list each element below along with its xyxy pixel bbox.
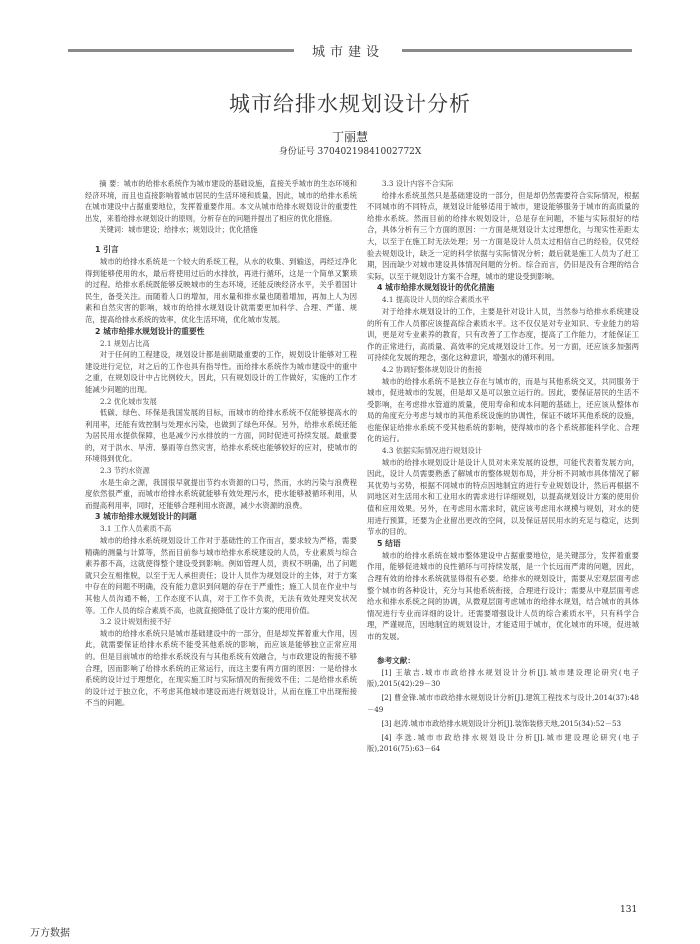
section-heading: 1 引言 <box>95 244 119 254</box>
reference-item: [3] 赵涛.城市市政给排水规划设计分析[J].装饰装修天地,2015(34):52－53 <box>381 718 622 728</box>
paragraph: 城市的给排水系统是一个较大的系统工程，从水的收集、到输送，再经过净化得到能够使用的水，最后将使用过后的水排放，再进行循环，这是一个简单又繁琐的过程。给排水系统既能够反映城市的生态环境，还能反映经济水平，关乎着国计民生，备受关注。而随着人口的增加，用水量和排水量也随着增加，再加上人为因素和自然灾害的影响，城市的给排水规划设计就需要更加科学、合理、严谨、规范，提高给排水系统的效率，优化生活环境，优化城市发展。 <box>85 256 357 324</box>
subsection-heading: 3.1 工作人员素质不高 <box>100 524 172 534</box>
paragraph: 给排水系统虽然只是基础建设的一部分，但是却仍然需要符合实际情况，根据不同城市的不同特点，规划设计能够适用于城市，建设能够服务于城市的高质量的给排水系统。然而目前的给排水规划设计，总是存在问题，不能与实际很好的结合，具体分析有三个方面的原因：一方面是规划设计太过理想化，与现实性差距太大，以至于在施工时无法处理；另一方面是设计人员太过相信自己的经验，仅凭经验去规划设计，缺乏一定的科学依据与实际情况分析；最后就是施工人员为了赶工期，因而缺少对城市建设具体情况问题的分析。综合而言，仍旧是没有合理的结合实际，以至于规划设计方案不合理，城市的建设受到影响。 <box>367 190 639 281</box>
subsection-heading: 3.3 设计内容不合实际 <box>382 179 454 188</box>
reference-item: [4] 李选.城市市政给排水规划设计分析[J].城市建设理论研究(电子版),2016(75):63－64 <box>367 732 639 754</box>
subsection-heading: 4.2 协调好整体规划设计的衔接 <box>382 364 482 374</box>
author-id: 身份证号 37040219841002772X <box>278 147 422 157</box>
abstract: 摘 要：城市的给排水系统作为城市建设的基础设施，直接关乎城市的生态环境和经济环境，而且也直接影响着城市居民的生活环境和质量，因此，城市的给排水系统在城市建设中占据重要地位，发挥着重要作用。本文从城市给排水规划设计的重要性出发，来着给排水规划设计的原则，分析存在的问题并提出了相应的优化措施。 <box>85 179 357 223</box>
paragraph: 城市的给排水系统只是城市基础建设中的一部分，但是却发挥着重大作用，因此，就需要保证给排水系统不能受其他系统的影响，而应该是能够独立正常应用的。但是目前城市的给排水系统没有与其他系统有效融合，与市政建设的衔接不够合理，因而影响了给排水系统的正常运行，而这主要有两方面的原因：一是给排水系统的设计过于理想化，在现实施工时与实际情况的衔接效不佳；二是给排水系统的设计过于独立化，不考虑其他城市建设而进行规划设计，从而在施工中出现衔接不当的问题。 <box>85 628 357 708</box>
paragraph: 城市的给排水系统不是独立存在与城市的，而是与其他系统交叉，共同服务于城市，促进城市的发展，但是却又是可以独立运行的。因此，要保证居民的生活不受影响，在考虑排水管道的质量，使用寿命和成本问题的基础上，还应该从整体布局的角度充分考虑与城市的其他系统设施的协调性，保证不破坏其他系统的设施，也能保证给排水系统不受其他系统的影响，使得城市的各个系统都能科学化、合理化的运行。 <box>367 376 639 444</box>
subsection-heading: 3.2 设计规划衔接不好 <box>100 617 172 627</box>
paragraph: 低碳、绿色、环保是我国发展的目标，而城市的给排水系统不仅能够提高水的利用率，还能有效控制与处理水污染，也做到了绿色环保。另外，给排水系统还能为居民用水提供保障，也是减少污水排放的一方面，同时促进可持续发展。最重要的，对于洪水、旱涝、暴雨等自然灾害，给排水系统也能够较好的应对，使城市的环境得到优化。 <box>85 408 357 464</box>
brand-watermark: 万方数据 <box>30 928 70 939</box>
author-name: 丁丽慧 <box>331 130 368 144</box>
reference-item: [2] 曹金锋.城市市政给排水规划设计分析[J].建筑工程技术与设计,2014(37):48－49 <box>367 693 639 714</box>
subsection-heading: 4.3 依据实际情况进行规划设计 <box>382 446 482 456</box>
header-rule-left <box>68 49 294 52</box>
right-column <box>367 178 639 757</box>
section-heading: 4 城市给排水规划设计的优化措施 <box>377 283 495 293</box>
paragraph: 城市的给排水系统规划设计工作对于基础性的工作而言，要求较为严格，需要精确的测量与计算等，然而目前参与城市给排水系统建设的人员，专业素质与综合素养都不高，这就使得整个建设受到影响。例如管理人员，责权不明确，出了问题就只会互相推脱，以至于无人承担责任；设计人员作为规划设计的主体，对于方案中存在的问题不明确，没有能力意识到问题的存在于严重性；施工人员在作业中与其他人员沟通不畅，工作态度不认真，对于工作不负责，无法有效处理突发状况等。工作人员的综合素质不高，也就直接降低了设计方案的使用价值。 <box>85 536 357 615</box>
section-heading: 3 城市给排水规划设计的问题 <box>95 512 197 522</box>
subsection-heading: 2.2 优化城市发展 <box>100 396 157 406</box>
section-label: 城市建设 <box>311 45 384 60</box>
paragraph: 水是生命之源，我国很早就提出节约水资源的口号，然而，水的污染与浪费程度依然很严重，而城市给排水系统就能够有效处理污水，使水能够被循环利用，从而提高利用率，同时，还能够合理利用水资源，减少水资源的浪费。 <box>85 477 357 510</box>
paragraph: 对于任何的工程建设，规划设计都是前期最重要的工作，规划设计能够对工程建设进行定位，对之后的工作也具有指导性。而给排水系统作为城市建设中的重中之重，在规划设计中占比例较大，因此，只有规划设计的工作做好，实施的工作才能减少问题的出现。 <box>85 350 357 394</box>
page-number: 131 <box>620 905 638 915</box>
subsection-heading: 2.1 规划占比高 <box>100 338 150 348</box>
subsection-heading: 2.3 节约水资源 <box>100 466 150 476</box>
article-title: 城市给排水规划设计分析 <box>229 92 471 116</box>
section-heading: 2 城市给排水规划设计的重要性 <box>95 326 205 336</box>
subsection-heading: 4.1 提高设计人员的综合素质水平 <box>382 295 490 305</box>
paragraph: 城市的给排水系统在城市整体建设中占据重要地位，是关键部分，发挥着重要作用，能够促进城市的良性循环与可持续发展，是一个长远而严肃的问题，因此，合理有效的给排水系统就显得很有必要。给排水的规划设计，需要从宏观层面考虑整个城市的各种设计，充分与其他系统衔接，合理进行设计；需要从中观层面考虑给水和排水系统之间的协调，从微观层面考虑城市的给排水规划，结合城市的具体情况进行专业而详细的设计。还需要增强设计人员的综合素质水平，只有科学合理，严谨规范，因地制宜的规划设计，才能适用于城市，优化城市的环境，促进城市的发展。 <box>367 550 639 641</box>
section-header <box>0 40 700 60</box>
references-heading: 参考文献： <box>377 655 415 665</box>
keywords: 关键词：城市建设；给排水；规划设计；优化措施 <box>99 225 258 235</box>
paragraph: 对于给排水规划设计的工作，主要是针对设计人员，当然参与给排水系统建设的所有工作人员都应该提高综合素质水平。这不仅仅是对专业知识、专业能力的培训，更是对专业素养的教育，只有改善了工作态度，提高了工作能力，才能保证工作的正常进行，高质量、高效率的完成规划设计工作。另一方面，还应该多加强两可持续化发展的理念，强化这种意识，增强水的循环利用。 <box>367 306 639 363</box>
left-column <box>85 178 357 709</box>
section-heading: 5 结语 <box>377 538 401 548</box>
paragraph: 城市的给排水规划设计是设计人员对未来发展的设想，可能代表着发展方向，因此，设计人员需要熟悉了解城市的整体规划布局，并分析不同城市具体情况了解其优势与劣势，根据不同城市的特点因地制宜的进行专业规划设计，然后再根据不同地区对生活用水和工业用水的需求进行详细规划，以提高规划设计方案的使用价值和应用效果。另外，在考虑用水需求时，就应该考虑用水规模与规划，对水的使用进行预算，还要为企业留出更改的空间，以及保证居民用水的充足与稳定，达到节水的目的。 <box>367 457 639 537</box>
header-rule-right <box>402 49 632 52</box>
reference-item: [1] 王敏吉.城市市政给排水规划设计分析[J].城市建设理论研究(电子版),2015(42):29－30 <box>367 667 639 689</box>
